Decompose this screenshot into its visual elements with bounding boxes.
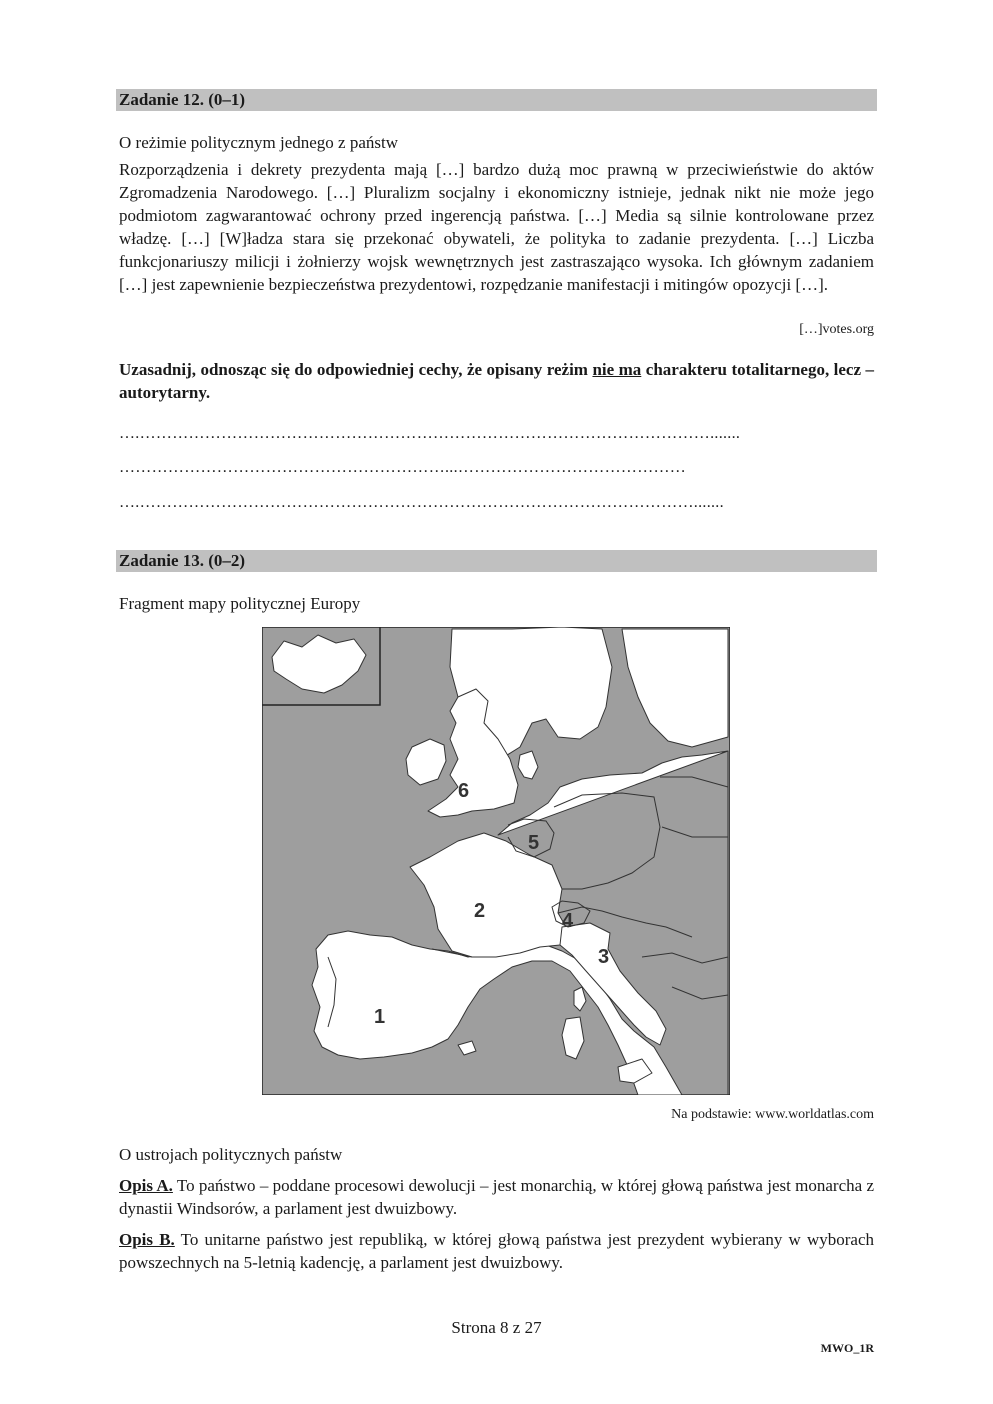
europe-map <box>262 627 730 1095</box>
question-text-a: Uzasadnij, odnosząc się do odpowiedniej cechy, że opisany reżim <box>119 360 593 379</box>
answer-line-3[interactable]: ….…………………………………………………………………………………………....... <box>119 494 724 511</box>
task-13-header: Zadanie 13. (0–2) <box>116 550 877 572</box>
task-12-header: Zadanie 12. (0–1) <box>116 89 877 111</box>
opis-b-text: To unitarne państwo jest republiką, w której głową państwa jest prezydent wybierany w wyborach powszechnych na 5-letnią kadencję, a parlament jest dwuizbowy. <box>119 1230 874 1272</box>
map-label-2: 2 <box>474 900 486 922</box>
opis-b <box>119 1228 874 1274</box>
map-label-3: 3 <box>598 946 610 968</box>
opis-a-text: To państwo – poddane procesowi dewolucji – jest monarchią, w której głową państwa jest monarcha z dynastii Windsorów, a parlament jest dwuizbowy. <box>119 1176 874 1218</box>
map-label-4: 4 <box>562 910 574 932</box>
task-12-passage: Rozporządzenia i dekrety prezydenta mają […] bardzo dużą moc prawną w przeciwieństwie do aktów Zgromadzenia Narodowego. […] Pluralizm socjalny i ekonomiczny istnieje, jednak nikt nie może jego podmiotom zagwarantować ochrony przed ingerencją państwa. […] Media są silnie kontrolowane przez władzę. […] [W]ładza stara się przekonać obywateli, że polityka to zadanie prezydenta. […] Liczba funkcjonariuszy milicji i żołnierzy wojsk wewnętrznych jest zastraszająco wysoka. Ich głównym zadaniem […] jest zapewnienie bezpieczeństwa prezydentowi, rozpędzanie manifestacji i mitingów opozycji […]. <box>119 160 874 294</box>
exam-code: MWO_1R <box>820 1341 874 1355</box>
map-source: Na podstawie: www.worldatlas.com <box>671 1107 874 1122</box>
question-text-b: charakteru totalitarnego, lecz – autorytarny. <box>119 360 874 402</box>
task-12-question <box>119 358 874 404</box>
opis-b-label: Opis B. <box>119 1230 175 1249</box>
opis-a-label: Opis A. <box>119 1176 173 1195</box>
answer-line-2[interactable]: ……………………………………………………...…………………………………… <box>119 459 687 476</box>
task-12-source: […]votes.org <box>799 322 874 337</box>
europe-map-svg <box>262 627 730 1095</box>
page-number: Strona 8 z 27 <box>451 1318 542 1337</box>
map-caption: Fragment mapy politycznej Europy <box>119 594 361 613</box>
answer-line-1[interactable]: ….……………………………………………………………………………………………....... <box>119 425 741 442</box>
map-label-5: 5 <box>528 832 540 854</box>
map-label-1: 1 <box>374 1006 386 1028</box>
opis-a <box>119 1174 874 1220</box>
task-12-title: O reżimie politycznym jednego z państw <box>119 133 398 152</box>
map-label-6: 6 <box>458 780 470 802</box>
question-underlined: nie ma <box>592 360 642 379</box>
systems-title: O ustrojach politycznych państw <box>119 1145 343 1164</box>
